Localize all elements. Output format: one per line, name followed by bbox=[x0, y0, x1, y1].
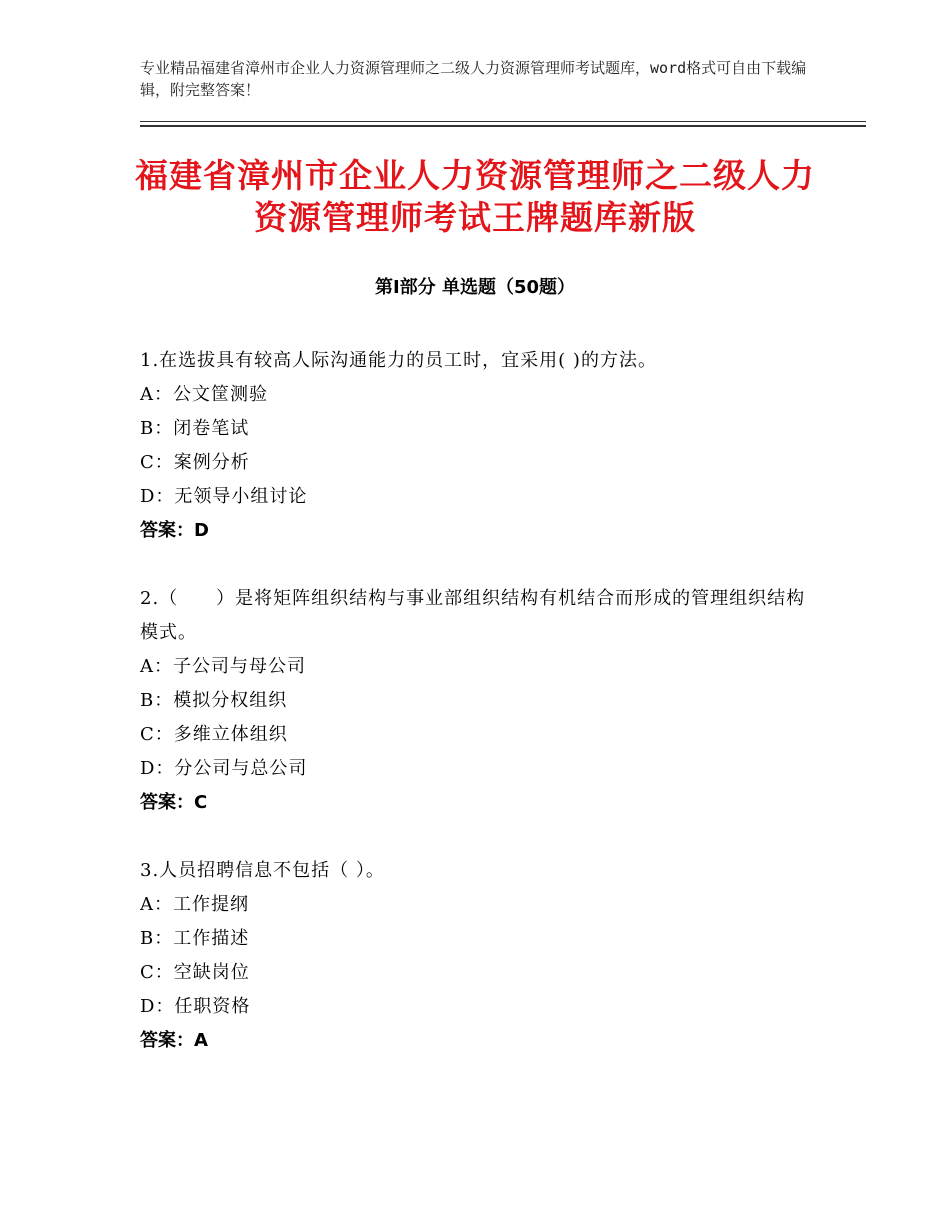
option-c: C：多维立体组织 bbox=[140, 724, 288, 745]
question-stem: 1.在选拔具有较高人际沟通能力的员工时，宜采用( )的方法。 bbox=[140, 350, 657, 371]
question-list bbox=[140, 344, 820, 1092]
header-rule-thick bbox=[140, 125, 866, 127]
question-stem: 3.人员招聘信息不包括（ ）。 bbox=[140, 860, 385, 881]
question-3 bbox=[140, 854, 820, 1058]
question-2 bbox=[140, 582, 820, 820]
option-a: A：公文筐测验 bbox=[140, 384, 268, 405]
option-d: D：无领导小组讨论 bbox=[140, 486, 308, 507]
answer: 答案：D bbox=[140, 520, 209, 541]
header-note: 专业精品福建省漳州市企业人力资源管理师之二级人力资源管理师考试题库，word格式可自由下载编辑，附完整答案！ bbox=[140, 59, 807, 99]
header-rule-thin bbox=[140, 121, 866, 122]
option-b: B：模拟分权组织 bbox=[140, 690, 288, 711]
option-c: C：案例分析 bbox=[140, 452, 250, 473]
option-d: D：分公司与总公司 bbox=[140, 758, 308, 779]
option-c: C：空缺岗位 bbox=[140, 962, 250, 983]
question-1 bbox=[140, 344, 820, 548]
question-stem: 2.（ ）是将矩阵组织结构与事业部组织结构有机结合而形成的管理组织结构模式。 bbox=[140, 588, 806, 643]
document-title: 福建省漳州市企业人力资源管理师之二级人力资源管理师考试王牌题库新版 bbox=[135, 156, 815, 237]
answer: 答案：C bbox=[140, 792, 208, 813]
option-d: D：任职资格 bbox=[140, 996, 251, 1017]
option-b: B：闭卷笔试 bbox=[140, 418, 250, 439]
option-b: B：工作描述 bbox=[140, 928, 250, 949]
answer: 答案：A bbox=[140, 1030, 208, 1051]
section-title: 第Ⅰ部分 单选题（50题） bbox=[374, 277, 575, 298]
option-a: A：子公司与母公司 bbox=[140, 656, 306, 677]
option-a: A：工作提纲 bbox=[140, 894, 249, 915]
